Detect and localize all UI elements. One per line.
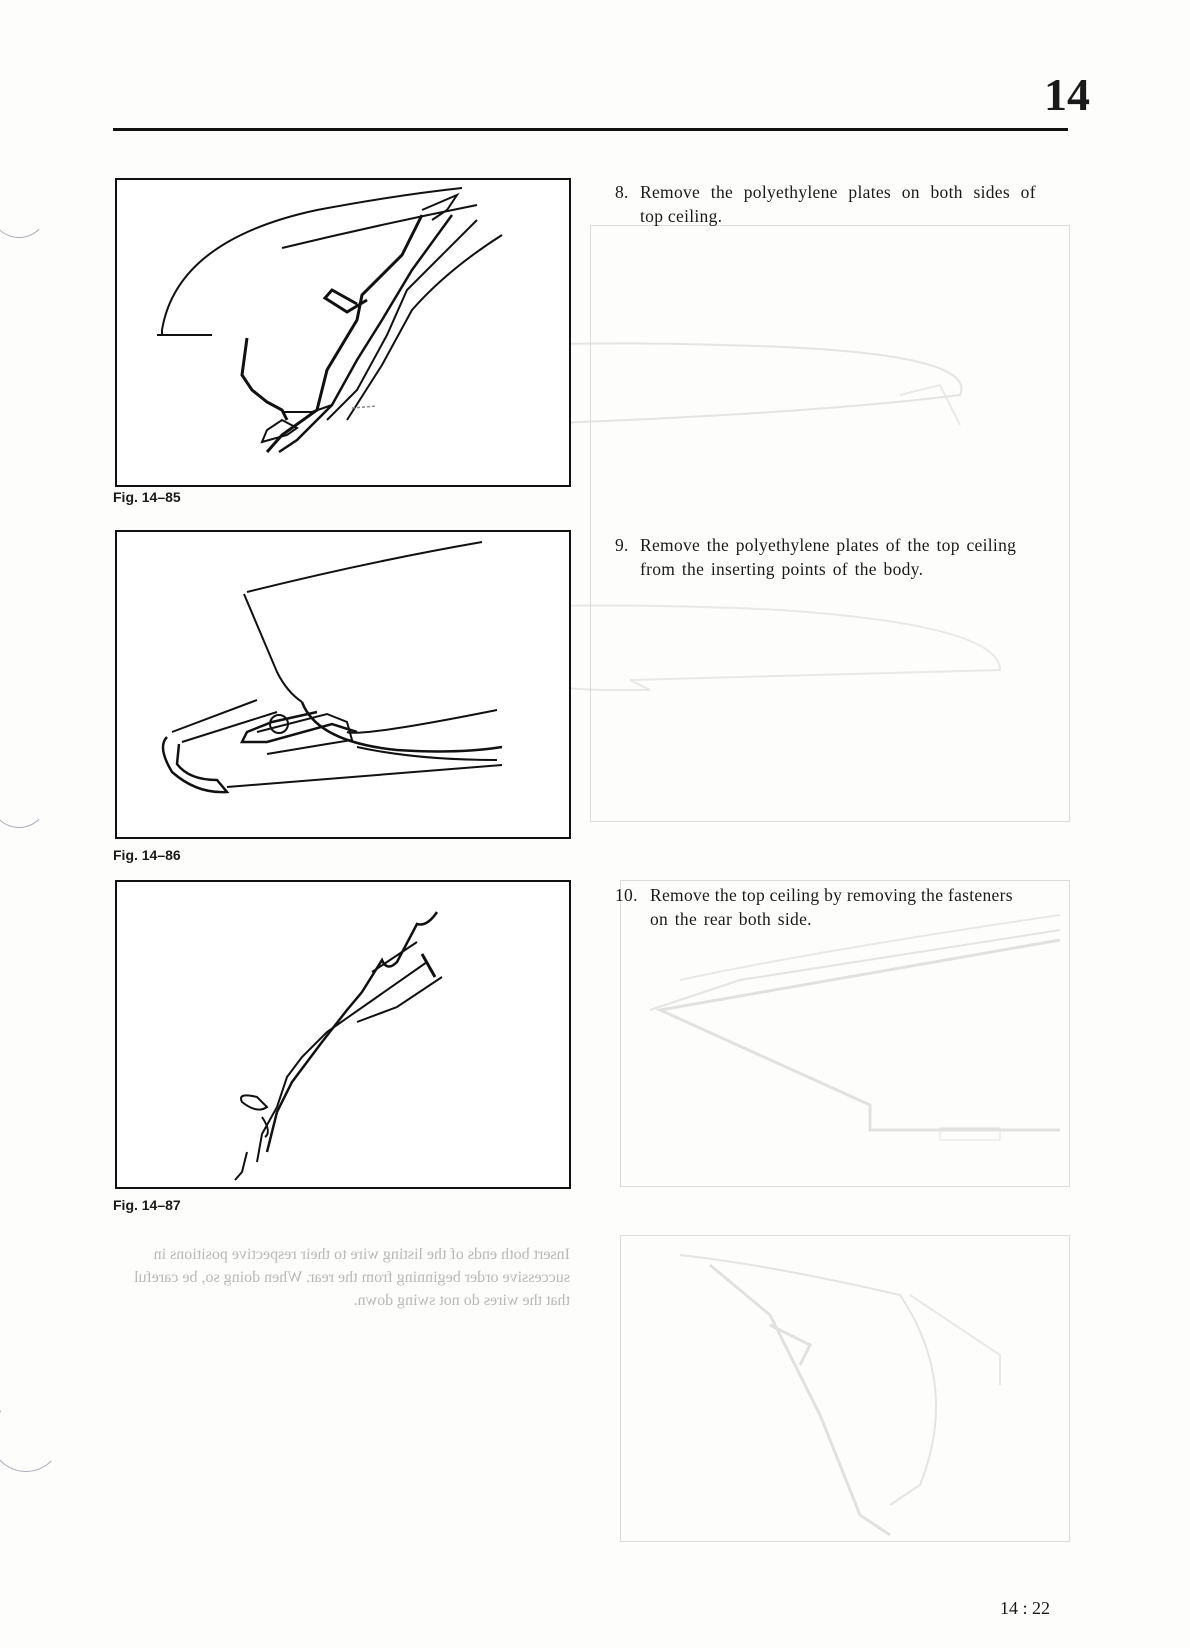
- step-text-line: on the rear both side.: [650, 909, 812, 929]
- figure-14-86: [115, 530, 571, 839]
- step-text-line: Remove the polyethylene plates of the top ceiling: [640, 535, 1017, 555]
- step-text-line: top ceiling.: [640, 206, 723, 226]
- bleed-through-text: Insert both ends of the listing wire to their respective positions in successive order beginning from the rear. When doing so, be careful that the wires do not swing down.: [134, 1246, 570, 1309]
- step-text-line: from the inserting points of the body.: [640, 559, 924, 579]
- punch-hole: [0, 180, 48, 238]
- step-text-line: Remove the top ceiling by removing the fasteners: [650, 885, 1013, 905]
- punch-hole: [0, 770, 48, 828]
- step-number: 9.: [615, 535, 629, 555]
- step-8: [615, 180, 1075, 230]
- step-number: 10.: [615, 885, 638, 905]
- figure-14-86-illustration: [117, 532, 569, 837]
- page-number: 14 : 22: [1000, 1598, 1051, 1618]
- step-text-line: Remove the polyethylene plates on both sides of: [640, 182, 1036, 202]
- step-9: [615, 533, 1075, 583]
- bleed-through-frame: [590, 225, 1070, 822]
- bleed-through-illustration: [620, 1235, 1068, 1540]
- step-10: [615, 883, 1075, 933]
- figure-caption: Fig. 14–87: [113, 1197, 181, 1213]
- step-number: 8.: [615, 182, 629, 202]
- figure-14-85-illustration: [117, 180, 569, 485]
- figure-14-87: [115, 880, 571, 1189]
- figure-14-87-illustration: [117, 882, 569, 1187]
- punch-hole: [0, 1400, 62, 1472]
- chapter-number: 14: [1044, 69, 1090, 120]
- header-rule: [113, 128, 1068, 131]
- figure-caption: Fig. 14–85: [113, 489, 181, 505]
- figure-14-85: [115, 178, 571, 487]
- figure-caption: Fig. 14–86: [113, 847, 181, 863]
